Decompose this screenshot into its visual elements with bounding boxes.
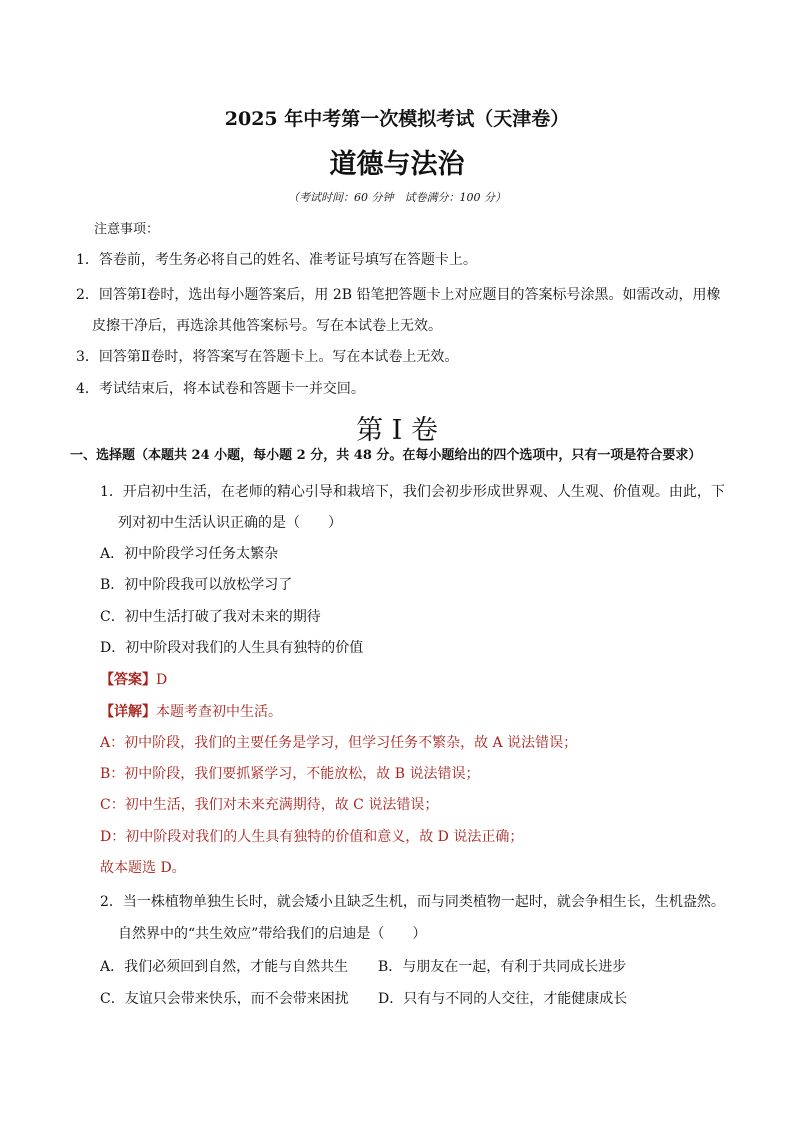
q2-stem: 自然界中的“共生效应”带给我们的启迪是（ ） (118, 926, 427, 942)
q1-stem: 1．开启初中生活，在老师的精心引导和栽培下，我们会初步形成世界观、人生观、价值观。由此，下 (100, 484, 725, 500)
q1-option-a: A．初中阶段学习任务太繁杂 (100, 546, 279, 562)
q1-analysis-c: C：初中生活，我们对未来充满期待，故 C 说法错误； (100, 797, 439, 813)
detail-tag: 【详解】 (100, 704, 156, 720)
section-title: 第 I 卷 (356, 415, 438, 446)
exam-title: 2025 年中考第一次模拟考试（天津卷） (224, 108, 570, 130)
q1-analysis-d: D：初中阶段对我们的人生具有独特的价值和意义，故 D 说法正确； (100, 829, 524, 845)
q1-analysis-a: A：初中阶段，我们的主要任务是学习，但学习任务不繁杂，故 A 说法错误； (100, 735, 578, 751)
instruction-item: 皮擦干净后，再选涂其他答案标号。写在本试卷上无效。 (92, 318, 442, 334)
answer-value: D (156, 672, 168, 688)
instruction-item: 4．考试结束后，将本试卷和答题卡一并交回。 (76, 381, 365, 397)
q1-conclusion: 故本题选 D。 (100, 860, 186, 876)
q2-option-c: C．友谊只会带来快乐，而不会带来困扰 (100, 991, 349, 1007)
q2-option-d: D．只有与不同的人交往，才能健康成长 (378, 991, 628, 1007)
q1-analysis-b: B：初中阶段，我们要抓紧学习，不能放松，故 B 说法错误； (100, 766, 480, 782)
part-label: 一、选择题 (70, 448, 136, 463)
q2-option-a: A．我们必须回到自然，才能与自然共生 (100, 959, 349, 975)
q1-answer (100, 670, 167, 690)
answer-tag: 【答案】 (100, 672, 156, 688)
instruction-item: 1．答卷前，考生务必将自己的姓名、准考证号填写在答题卡上。 (76, 252, 477, 268)
subject-title: 道德与法治 (329, 149, 465, 180)
part-description: （本题共 24 小题，每小题 2 分，共 48 分。在每小题给出的四个选项中，只有一项是符合要求） (135, 448, 702, 463)
instruction-item: 3．回答第Ⅱ卷时，将答案写在答题卡上。写在本试卷上无效。 (76, 349, 459, 365)
q1-option-d: D．初中阶段对我们的人生具有独特的价值 (100, 640, 364, 656)
q1-stem: 列对初中生活认识正确的是（ ） (118, 515, 342, 531)
q1-option-b: B．初中阶段我可以放松学习了 (100, 577, 293, 593)
exam-meta: （考试时间：60 分钟 试卷满分：100 分） (288, 191, 506, 204)
instruction-item: 2．回答第Ⅰ卷时，选出每小题答案后，用 2B 铅笔把答题卡上对应题目的答案标号涂黑。如需改动，用橡 (76, 287, 721, 303)
q1-option-c: C．初中生活打破了我对未来的期待 (100, 609, 321, 625)
q2-option-b: B．与朋友在一起，有利于共同成长进步 (378, 959, 627, 975)
instructions-title: 注意事项： (94, 222, 160, 237)
detail-text: 本题考查初中生活。 (156, 704, 282, 720)
part-heading (70, 446, 701, 466)
q1-detail (100, 702, 282, 722)
q2-stem: 2．当一株植物单独生长时，就会矮小且缺乏生机，而与同类植物一起时，就会争相生长，生机盎然。 (100, 894, 725, 910)
